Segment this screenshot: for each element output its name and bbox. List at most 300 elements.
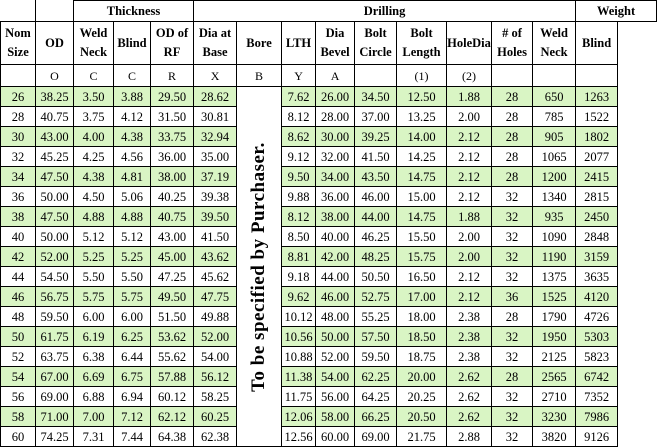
cell-weld_thk: 5.75 [74,287,114,307]
cell-holes: 32 [492,327,533,347]
cell-holes: 32 [492,347,533,367]
column-header-circle: Bolt Circle [355,22,397,65]
cell-lth: 8.81 [282,247,316,267]
cell-length: 16.50 [397,267,447,287]
cell-base: 39.50 [194,207,237,227]
cell-weld_thk: 6.19 [74,327,114,347]
table-row [1,267,657,287]
cell-base: 41.50 [194,227,237,247]
cell-size: 60 [1,427,36,447]
column-header-bevel: Dia Bevel [316,22,355,65]
column-header-wn_wt: Weld Neck [533,22,576,65]
cell-circle: 57.50 [355,327,397,347]
cell-od: 71.00 [36,407,74,427]
cell-lth: 9.62 [282,287,316,307]
cell-od: 50.00 [36,227,74,247]
cell-base: 32.94 [194,127,237,147]
cell-lth: 7.62 [282,87,316,107]
cell-blind_wt: 9126 [576,427,618,447]
cell-holedia: 2.12 [447,127,492,147]
cell-od: 54.50 [36,267,74,287]
cell-blind_thk: 5.50 [114,267,151,287]
cell-blind_wt: 2848 [576,227,618,247]
column-code-blind_wt [576,65,618,87]
table-row [1,287,657,307]
cell-wn_wt: 905 [533,127,576,147]
cell-bevel: 30.00 [316,127,355,147]
cell-holes: 32 [492,247,533,267]
cell-bevel: 58.00 [316,407,355,427]
cell-holes: 32 [492,387,533,407]
cell-base: 62.38 [194,427,237,447]
column-code-length: (1) [397,65,447,87]
column-header-holes: # of Holes [492,22,533,65]
column-code-holes [492,65,533,87]
table-row [1,187,657,207]
cell-holedia: 2.38 [447,347,492,367]
cell-rf: 53.62 [151,327,194,347]
column-code-od: O [36,65,74,87]
cell-holes: 28 [492,167,533,187]
cell-holes: 28 [492,307,533,327]
cell-circle: 37.00 [355,107,397,127]
cell-lth: 9.12 [282,147,316,167]
table-row [1,127,657,147]
cell-length: 15.50 [397,227,447,247]
table-row [1,407,657,427]
cell-weld_thk: 3.50 [74,87,114,107]
cell-lth: 10.56 [282,327,316,347]
cell-od: 47.50 [36,167,74,187]
cell-blind_thk: 6.00 [114,307,151,327]
cell-weld_thk: 6.88 [74,387,114,407]
cell-length: 15.00 [397,187,447,207]
cell-weld_thk: 5.25 [74,247,114,267]
cell-base: 60.25 [194,407,237,427]
cell-circle: 46.25 [355,227,397,247]
cell-blind_thk: 7.44 [114,427,151,447]
cell-wn_wt: 785 [533,107,576,127]
cell-blind_wt: 2415 [576,167,618,187]
cell-bevel: 32.00 [316,147,355,167]
cell-base: 28.62 [194,87,237,107]
cell-size: 50 [1,327,36,347]
cell-blind_thk: 7.12 [114,407,151,427]
cell-base: 30.81 [194,107,237,127]
cell-base: 39.38 [194,187,237,207]
drilling-group-header: Drilling [194,1,576,22]
cell-lth: 11.38 [282,367,316,387]
cell-holes: 32 [492,427,533,447]
cell-length: 14.00 [397,127,447,147]
cell-wn_wt: 1375 [533,267,576,287]
cell-length: 14.25 [397,147,447,167]
cell-base: 35.00 [194,147,237,167]
cell-bevel: 48.00 [316,307,355,327]
cell-circle: 46.00 [355,187,397,207]
cell-size: 32 [1,147,36,167]
column-header-bore: Bore [237,22,282,65]
cell-length: 12.50 [397,87,447,107]
cell-holedia: 2.12 [447,187,492,207]
cell-wn_wt: 1200 [533,167,576,187]
cell-holedia: 2.38 [447,307,492,327]
cell-blind_thk: 4.56 [114,147,151,167]
cell-circle: 43.50 [355,167,397,187]
cell-rf: 40.25 [151,187,194,207]
cell-bevel: 54.00 [316,367,355,387]
cell-size: 52 [1,347,36,367]
cell-rf: 45.00 [151,247,194,267]
cell-bevel: 46.00 [316,287,355,307]
column-code-weld_thk: C [74,65,114,87]
cell-blind_thk: 5.75 [114,287,151,307]
table-row [1,367,657,387]
cell-blind_thk: 5.25 [114,247,151,267]
column-code-size [1,65,36,87]
table-row [1,387,657,407]
cell-bevel: 42.00 [316,247,355,267]
cell-holedia: 2.62 [447,367,492,387]
column-code-wn_wt [533,65,576,87]
cell-od: 61.75 [36,327,74,347]
cell-bevel: 38.00 [316,207,355,227]
cell-wn_wt: 3230 [533,407,576,427]
cell-holes: 28 [492,107,533,127]
cell-blind_thk: 5.12 [114,227,151,247]
cell-rf: 43.00 [151,227,194,247]
cell-weld_thk: 7.00 [74,407,114,427]
cell-base: 54.00 [194,347,237,367]
cell-length: 17.00 [397,287,447,307]
cell-circle: 41.50 [355,147,397,167]
cell-circle: 62.25 [355,367,397,387]
table-body [1,87,657,447]
cell-length: 20.50 [397,407,447,427]
cell-bevel: 36.00 [316,187,355,207]
cell-weld_thk: 4.38 [74,167,114,187]
cell-blind_wt: 1263 [576,87,618,107]
cell-base: 47.75 [194,287,237,307]
cell-blind_wt: 2077 [576,147,618,167]
cell-circle: 64.25 [355,387,397,407]
cell-rf: 47.25 [151,267,194,287]
cell-base: 56.12 [194,367,237,387]
cell-holedia: 1.88 [447,87,492,107]
cell-od: 50.00 [36,187,74,207]
cell-lth: 12.56 [282,427,316,447]
cell-holes: 32 [492,187,533,207]
cell-holes: 36 [492,287,533,307]
column-code-blind_thk: C [114,65,151,87]
cell-size: 56 [1,387,36,407]
cell-lth: 8.12 [282,107,316,127]
cell-holes: 28 [492,87,533,107]
cell-blind_wt: 5303 [576,327,618,347]
cell-circle: 50.50 [355,267,397,287]
cell-size: 36 [1,187,36,207]
cell-blind_wt: 4726 [576,307,618,327]
cell-rf: 60.12 [151,387,194,407]
cell-base: 52.00 [194,327,237,347]
cell-blind_wt: 1802 [576,127,618,147]
bore-note-cell [237,87,282,447]
cell-weld_thk: 4.00 [74,127,114,147]
table-row [1,107,657,127]
cell-rf: 38.00 [151,167,194,187]
cell-lth: 9.88 [282,187,316,207]
cell-holedia: 2.88 [447,427,492,447]
column-code-circle [355,65,397,87]
cell-size: 58 [1,407,36,427]
column-header-lth: LTH [282,22,316,65]
cell-base: 45.62 [194,267,237,287]
table-row [1,327,657,347]
cell-weld_thk: 6.00 [74,307,114,327]
cell-length: 18.75 [397,347,447,367]
cell-holedia: 2.12 [447,167,492,187]
cell-wn_wt: 1090 [533,227,576,247]
cell-weld_thk: 5.50 [74,267,114,287]
table-row [1,427,657,447]
cell-blind_thk: 3.88 [114,87,151,107]
cell-holedia: 2.38 [447,327,492,347]
cell-blind_thk: 4.38 [114,127,151,147]
cell-rf: 33.75 [151,127,194,147]
cell-holedia: 2.12 [447,267,492,287]
column-header-length: Bolt Length [397,22,447,65]
cell-circle: 39.25 [355,127,397,147]
cell-circle: 52.75 [355,287,397,307]
column-code-bore: B [237,65,282,87]
cell-wn_wt: 1065 [533,147,576,167]
table-row [1,307,657,327]
cell-size: 42 [1,247,36,267]
cell-weld_thk: 4.50 [74,187,114,207]
cell-length: 15.75 [397,247,447,267]
cell-wn_wt: 1525 [533,287,576,307]
cell-bevel: 28.00 [316,107,355,127]
cell-circle: 34.50 [355,87,397,107]
cell-bevel: 60.00 [316,427,355,447]
cell-blind_thk: 4.81 [114,167,151,187]
cell-wn_wt: 650 [533,87,576,107]
cell-od: 74.25 [36,427,74,447]
cell-lth: 11.75 [282,387,316,407]
cell-blind_wt: 7986 [576,407,618,427]
cell-holedia: 2.00 [447,227,492,247]
cell-size: 54 [1,367,36,387]
cell-lth: 9.18 [282,267,316,287]
cell-lth: 8.62 [282,127,316,147]
table-header [1,1,657,87]
cell-length: 18.50 [397,327,447,347]
cell-length: 20.00 [397,367,447,387]
cell-blind_thk: 6.25 [114,327,151,347]
cell-blind_wt: 5823 [576,347,618,367]
cell-lth: 10.12 [282,307,316,327]
cell-circle: 66.25 [355,407,397,427]
cell-blind_thk: 6.94 [114,387,151,407]
cell-weld_thk: 6.38 [74,347,114,367]
cell-od: 69.00 [36,387,74,407]
table-row [1,87,657,107]
cell-size: 26 [1,87,36,107]
cell-holedia: 2.00 [447,247,492,267]
column-header-holedia: HoleDia [447,22,492,65]
cell-size: 38 [1,207,36,227]
cell-wn_wt: 3820 [533,427,576,447]
cell-holes: 28 [492,367,533,387]
cell-rf: 51.50 [151,307,194,327]
column-label-row [1,22,657,65]
cell-blind_thk: 5.06 [114,187,151,207]
cell-od: 63.75 [36,347,74,367]
cell-blind_wt: 7352 [576,387,618,407]
cell-holedia: 2.00 [447,107,492,127]
cell-od: 47.50 [36,207,74,227]
cell-rf: 57.88 [151,367,194,387]
cell-weld_thk: 4.88 [74,207,114,227]
cell-weld_thk: 5.12 [74,227,114,247]
table-row [1,167,657,187]
cell-weld_thk: 3.75 [74,107,114,127]
cell-blind_wt: 3635 [576,267,618,287]
cell-bevel: 56.00 [316,387,355,407]
cell-base: 37.19 [194,167,237,187]
cell-rf: 62.12 [151,407,194,427]
cell-lth: 8.12 [282,207,316,227]
cell-size: 48 [1,307,36,327]
cell-od: 52.00 [36,247,74,267]
table-row [1,347,657,367]
cell-circle: 69.00 [355,427,397,447]
cell-size: 40 [1,227,36,247]
cell-rf: 40.75 [151,207,194,227]
cell-lth: 12.06 [282,407,316,427]
column-header-rf: OD of RF [151,22,194,65]
cell-od: 38.25 [36,87,74,107]
bore-note: To be specified by Purchaser. [248,141,270,392]
column-code-holedia: (2) [447,65,492,87]
cell-blind_thk: 6.44 [114,347,151,367]
table-row [1,147,657,167]
column-code-base: X [194,65,237,87]
cell-weld_thk: 7.31 [74,427,114,447]
cell-base: 49.88 [194,307,237,327]
cell-od: 67.00 [36,367,74,387]
cell-blind_wt: 3159 [576,247,618,267]
cell-holes: 32 [492,207,533,227]
cell-size: 30 [1,127,36,147]
cell-blind_wt: 2815 [576,187,618,207]
table-row [1,227,657,247]
cell-holes: 28 [492,127,533,147]
cell-bevel: 52.00 [316,347,355,367]
cell-holedia: 2.12 [447,147,492,167]
cell-rf: 49.50 [151,287,194,307]
cell-holes: 32 [492,227,533,247]
cell-holes: 28 [492,147,533,167]
cell-rf: 64.38 [151,427,194,447]
cell-base: 43.62 [194,247,237,267]
cell-bevel: 34.00 [316,167,355,187]
cell-od: 59.50 [36,307,74,327]
cell-holedia: 2.12 [447,287,492,307]
cell-circle: 55.25 [355,307,397,327]
cell-rf: 36.00 [151,147,194,167]
column-header-blind_thk: Blind [114,22,151,65]
cell-wn_wt: 1340 [533,187,576,207]
cell-lth: 10.88 [282,347,316,367]
cell-lth: 9.50 [282,167,316,187]
cell-length: 13.25 [397,107,447,127]
cell-bevel: 50.00 [316,327,355,347]
thickness-group-header: Thickness [74,1,194,22]
cell-length: 18.00 [397,307,447,327]
header-group-row [1,1,657,22]
cell-blind_wt: 1522 [576,107,618,127]
cell-blind_thk: 4.88 [114,207,151,227]
column-code-row [1,65,657,87]
cell-holedia: 1.88 [447,207,492,227]
cell-wn_wt: 935 [533,207,576,227]
cell-holedia: 2.62 [447,387,492,407]
cell-length: 21.75 [397,427,447,447]
column-header-od: OD [36,22,74,65]
cell-wn_wt: 1950 [533,327,576,347]
cell-wn_wt: 2710 [533,387,576,407]
cell-length: 14.75 [397,207,447,227]
cell-blind_wt: 4120 [576,287,618,307]
cell-rf: 29.50 [151,87,194,107]
cell-od: 43.00 [36,127,74,147]
cell-lth: 8.50 [282,227,316,247]
cell-od: 40.75 [36,107,74,127]
cell-rf: 55.62 [151,347,194,367]
cell-wn_wt: 1790 [533,307,576,327]
cell-size: 28 [1,107,36,127]
weight-group-header: Weight [576,1,657,22]
table-row [1,247,657,267]
cell-base: 58.25 [194,387,237,407]
cell-bevel: 44.00 [316,267,355,287]
cell-blind_wt: 6742 [576,367,618,387]
cell-holedia: 2.62 [447,407,492,427]
cell-holes: 32 [492,267,533,287]
header-blank-cell [1,1,36,22]
cell-bevel: 40.00 [316,227,355,247]
cell-blind_thk: 4.12 [114,107,151,127]
column-code-bevel: A [316,65,355,87]
cell-wn_wt: 1190 [533,247,576,267]
column-code-rf: R [151,65,194,87]
cell-circle: 59.50 [355,347,397,367]
cell-od: 56.75 [36,287,74,307]
cell-rf: 31.50 [151,107,194,127]
cell-holes: 32 [492,407,533,427]
cell-weld_thk: 6.69 [74,367,114,387]
cell-wn_wt: 2565 [533,367,576,387]
cell-circle: 44.00 [355,207,397,227]
cell-blind_wt: 2450 [576,207,618,227]
cell-size: 46 [1,287,36,307]
cell-size: 44 [1,267,36,287]
column-header-weld_thk: Weld Neck [74,22,114,65]
cell-circle: 48.25 [355,247,397,267]
table-row [1,207,657,227]
cell-wn_wt: 2125 [533,347,576,367]
